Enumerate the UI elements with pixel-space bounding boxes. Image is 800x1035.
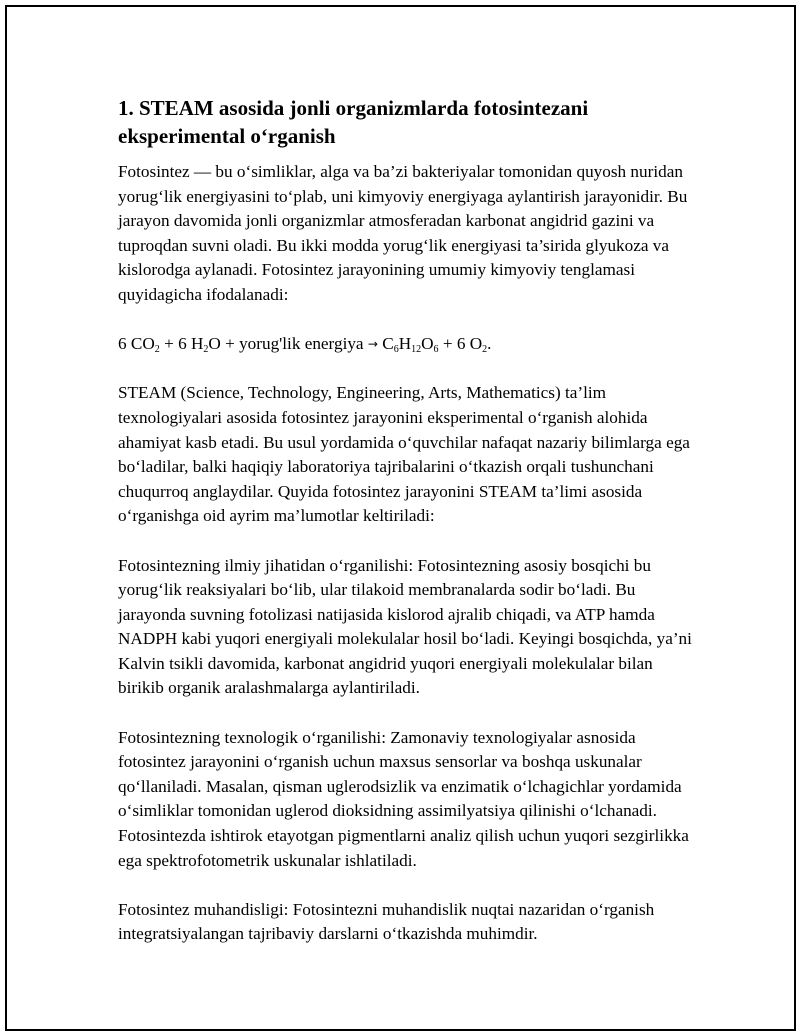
equation-subscript: 2 [203,344,209,356]
section-heading: 1. STEAM asosida jonli organizmlarda fotosintezani eksperimental o‘rganish [118,96,589,148]
document-body [118,94,693,972]
paragraph-engineering: Fotosintez muhandisligi: Fotosintezni muhandislik nuqtai nazaridan o‘rganish integratsiyalangan tajribaviy darslarni o‘tkazishda muhimdir. [118,899,655,944]
equation-subscript: 2 [482,344,488,356]
paragraph-technological: Fotosintezning texnologik o‘rganilishi: Zamonaviy texnologiyalar asnosida fotosintez jarayonini o‘rganish uchun maxsus sensorlar va boshqa uskunalar qo‘llaniladi. Masalan, qisman uglerodsizlik va enzimatik o‘lchagichlar yordamida o‘simliklar tomonidan uglerod dioksidning assimilyatsiya qilinishi o‘lchanadi. Fotosintezda ishtirok etayotgan pigmentlarni analiz qilish uchun yuqori sezgirlikka ega spektrofotometrik uskunalar ishlatiladi. [118,727,689,870]
equation-subscript: 12 [411,344,422,356]
equation-subscript: 6 [433,344,439,356]
equation-subscript: 6 [393,344,399,356]
paragraph-intro: Fotosintez — bu o‘simliklar, alga va ba’zi bakteriyalar tomonidan quyosh nuridan yorug‘lik energiyasini to‘plab, uni kimyoviy energiyaga aylantirish jarayonidir. Bu jarayon davomida jonli organizmlar atmosferadan karbonat angidrid gazini va tuproqdan suvni oladi. Bu ikki modda yorug‘lik energiyasi ta’sirida glyukoza va kislorodga aylanadi. Fotosintez jarayonining umumiy kimyoviy tenglamasi quyidagicha ifodalanadi: [118,162,688,304]
equation-text: . [487,334,492,354]
paragraph-scientific: Fotosintezning ilmiy jihatidan o‘rganilishi: Fotosintezning asosiy bosqichi bu yorug‘lik reaksiyalari bo‘lib, ular tilakoid membranalarda sodir bo‘ladi. Bu jarayonda suvning fotolizasi natijasida kislorod ajralib chiqadi, va ATP hamda NADPH kabi yuqori energiyali molekulalar hosil bo‘ladi. Keyingi bosqichda, ya’ni Kalvin tsikli davomida, karbonat angidrid yuqori energiyali molekulalar bilan birikib organik aralashmalarga aylantiriladi. [118,555,692,698]
equation-text: 6 CO [118,334,155,354]
reaction-arrow: → [367,337,378,352]
equation-text: O [421,334,434,354]
equation-text: C [377,334,394,354]
equation-text: + 6 O [438,334,483,354]
equation-text: O + yorug'lik energiya [208,334,368,354]
equation-text: + 6 H [159,334,204,354]
photosynthesis-equation [118,332,693,357]
paragraph-steam: STEAM (Science, Technology, Engineering, Arts, Mathematics) ta’lim texnologiyalari asosida fotosintez jarayonini eksperimental o‘rganish alohida ahamiyat kasb etadi. Bu usul yordamida o‘quvchilar nafaqat nazariy bilimlarga ega bo‘ladilar, balki haqiqiy laboratoriya tajribalarini o‘tkazish orqali tushunchani chuqurroq anglaydilar. Quyida fotosintez jarayonini STEAM ta’limi asosida o‘rganishga oid ayrim ma’lumotlar keltiriladi: [118,383,690,526]
equation-text: H [398,334,412,354]
equation-subscript: 2 [154,344,160,356]
